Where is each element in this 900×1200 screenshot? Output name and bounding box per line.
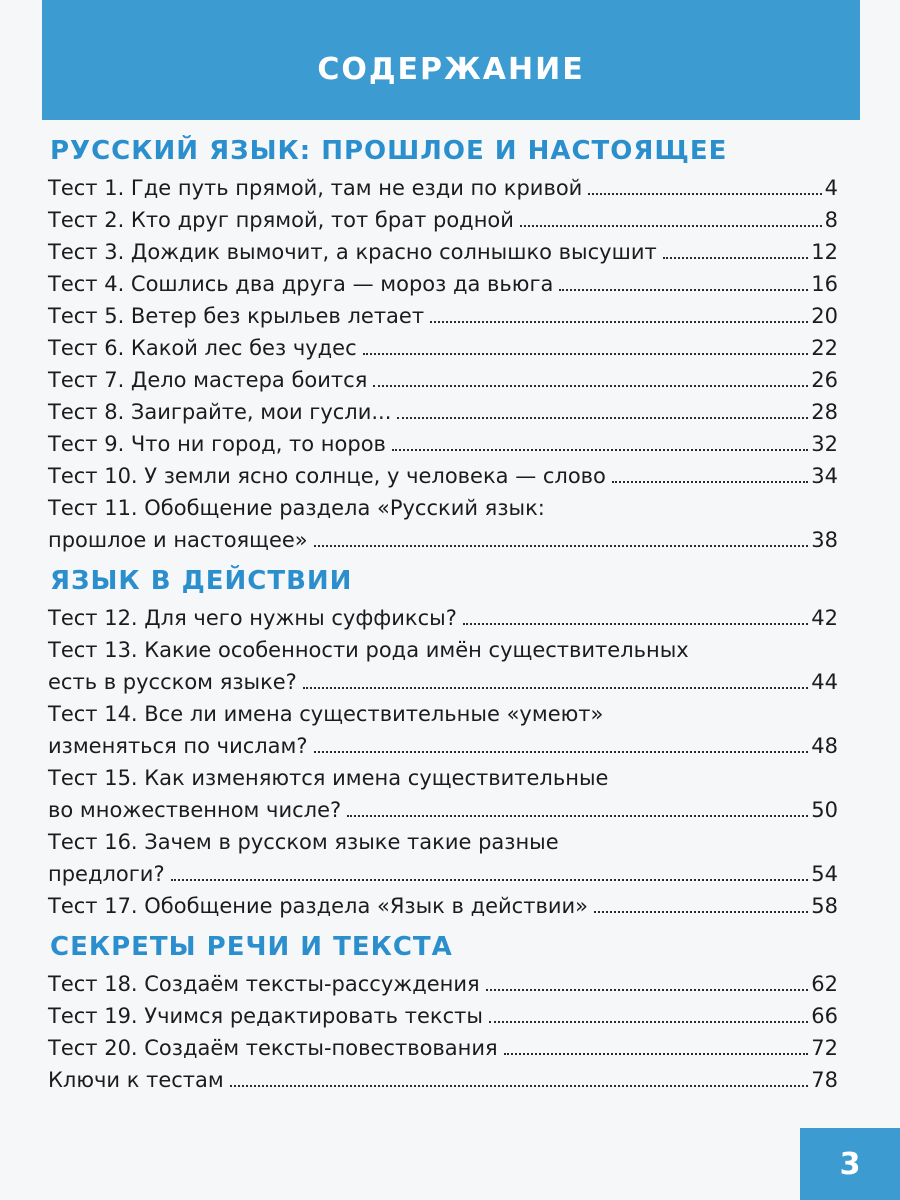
- leader-dots: [594, 911, 808, 913]
- entry-page: 72: [811, 1036, 838, 1060]
- entry-label: Тест 2. Кто друг прямой, тот брат родной: [48, 208, 514, 232]
- toc-entry: [48, 300, 838, 332]
- leader-dots: [489, 1021, 808, 1023]
- leader-dots: [463, 623, 808, 625]
- entry-label: Тест 19. Учимся редактировать тексты: [48, 1004, 483, 1028]
- toc-entry: [48, 172, 838, 204]
- leader-dots: [588, 193, 821, 195]
- entry-label: Тест 5. Ветер без крыльев летает: [48, 304, 425, 328]
- entry-page: 34: [811, 464, 838, 488]
- entry-label: Тест 3. Дождик вымочит, а красно солнышко высушит: [48, 240, 657, 264]
- entry-page: 8: [824, 208, 838, 232]
- leader-dots: [303, 687, 808, 689]
- entry-label-line1: Тест 15. Как изменяются имена существительные: [48, 766, 609, 790]
- toc-entry: [48, 634, 838, 698]
- leader-dots: [663, 257, 809, 259]
- toc-entry: [48, 332, 838, 364]
- toc-entry: [48, 826, 838, 890]
- entry-label-line1: Тест 16. Зачем в русском языке такие разные: [48, 830, 559, 854]
- leader-dots: [486, 989, 809, 991]
- leader-dots: [373, 385, 808, 387]
- toc-entry: [48, 204, 838, 236]
- entry-label-line2: прошлое и настоящее»: [48, 528, 308, 552]
- toc-entry: [48, 236, 838, 268]
- entry-page: 38: [811, 528, 838, 552]
- entry-page: 54: [811, 862, 838, 886]
- entry-label-line1: Тест 14. Все ли имена существительные «умеют»: [48, 702, 604, 726]
- entry-page: 48: [811, 734, 838, 758]
- entry-page: 66: [811, 1004, 838, 1028]
- entry-page: 42: [811, 606, 838, 630]
- entry-label: Тест 18. Создаём тексты-рассуждения: [48, 972, 480, 996]
- toc-entry: [48, 602, 838, 634]
- entry-page: 58: [811, 894, 838, 918]
- entry-page: 28: [811, 400, 838, 424]
- entry-label: Тест 6. Какой лес без чудес: [48, 336, 357, 360]
- entry-page: 44: [811, 670, 838, 694]
- entry-label-line2: есть в русском языке?: [48, 670, 297, 694]
- entry-page: 50: [811, 798, 838, 822]
- leader-dots: [397, 417, 808, 419]
- toc-entry: [48, 460, 838, 492]
- toc-entry: [48, 396, 838, 428]
- page-title: СОДЕРЖАНИЕ: [317, 52, 585, 87]
- entry-page: 78: [811, 1068, 838, 1092]
- leader-dots: [347, 815, 808, 817]
- entry-label: Ключи к тестам: [48, 1068, 224, 1092]
- entry-page: 26: [811, 368, 838, 392]
- toc-entry: [48, 428, 838, 460]
- entry-page: 16: [811, 272, 838, 296]
- leader-dots: [171, 879, 809, 881]
- toc-content: [48, 128, 838, 1096]
- entry-page: 4: [824, 176, 838, 200]
- entry-label: Тест 20. Создаём тексты-повествования: [48, 1036, 498, 1060]
- entry-label: Тест 10. У земли ясно солнце, у человека — слово: [48, 464, 606, 488]
- toc-entry: [48, 268, 838, 300]
- leader-dots: [612, 481, 808, 483]
- leader-dots: [230, 1085, 809, 1087]
- entry-page: 62: [811, 972, 838, 996]
- entry-label: Тест 17. Обобщение раздела «Язык в действии»: [48, 894, 588, 918]
- section-title: СЕКРЕТЫ РЕЧИ И ТЕКСТА: [50, 932, 453, 962]
- entry-label: Тест 1. Где путь прямой, там не езди по кривой: [48, 176, 583, 200]
- entry-label-line2: предлоги?: [48, 862, 165, 886]
- toc-entry: [48, 1000, 838, 1032]
- entry-label: Тест 4. Сошлись два друга — мороз да вьюга: [48, 272, 554, 296]
- entry-label: Тест 9. Что ни город, то норов: [48, 432, 386, 456]
- entry-label-line1: Тест 11. Обобщение раздела «Русский язык:: [48, 496, 545, 520]
- leader-dots: [520, 225, 822, 227]
- leader-dots: [363, 353, 809, 355]
- toc-entry: [48, 1064, 838, 1096]
- section-title: ЯЗЫК В ДЕЙСТВИИ: [50, 566, 353, 596]
- entry-label-line2: во множественном числе?: [48, 798, 342, 822]
- entry-label: Тест 7. Дело мастера боится: [48, 368, 368, 392]
- entry-label: Тест 8. Заиграйте, мои гусли...: [48, 400, 392, 424]
- page-number-badge: 3: [800, 1128, 900, 1200]
- leader-dots: [314, 751, 809, 753]
- leader-dots: [392, 449, 808, 451]
- toc-entry: [48, 1032, 838, 1064]
- section-title: РУССКИЙ ЯЗЫК: ПРОШЛОЕ И НАСТОЯЩЕЕ: [50, 136, 728, 166]
- toc-entry: [48, 890, 838, 922]
- entry-label: Тест 12. Для чего нужны суффиксы?: [48, 606, 457, 630]
- toc-entry: [48, 968, 838, 1000]
- toc-entry: [48, 364, 838, 396]
- toc-entry: [48, 762, 838, 826]
- leader-dots: [314, 545, 809, 547]
- toc-entry: [48, 492, 838, 556]
- header-band: [42, 0, 860, 120]
- entry-label-line2: изменяться по числам?: [48, 734, 308, 758]
- entry-page: 22: [811, 336, 838, 360]
- entry-page: 20: [811, 304, 838, 328]
- leader-dots: [559, 289, 808, 291]
- entry-page: 32: [811, 432, 838, 456]
- leader-dots: [430, 321, 808, 323]
- entry-page: 12: [811, 240, 838, 264]
- entry-label-line1: Тест 13. Какие особенности рода имён существительных: [48, 638, 689, 662]
- leader-dots: [504, 1053, 809, 1055]
- toc-entry: [48, 698, 838, 762]
